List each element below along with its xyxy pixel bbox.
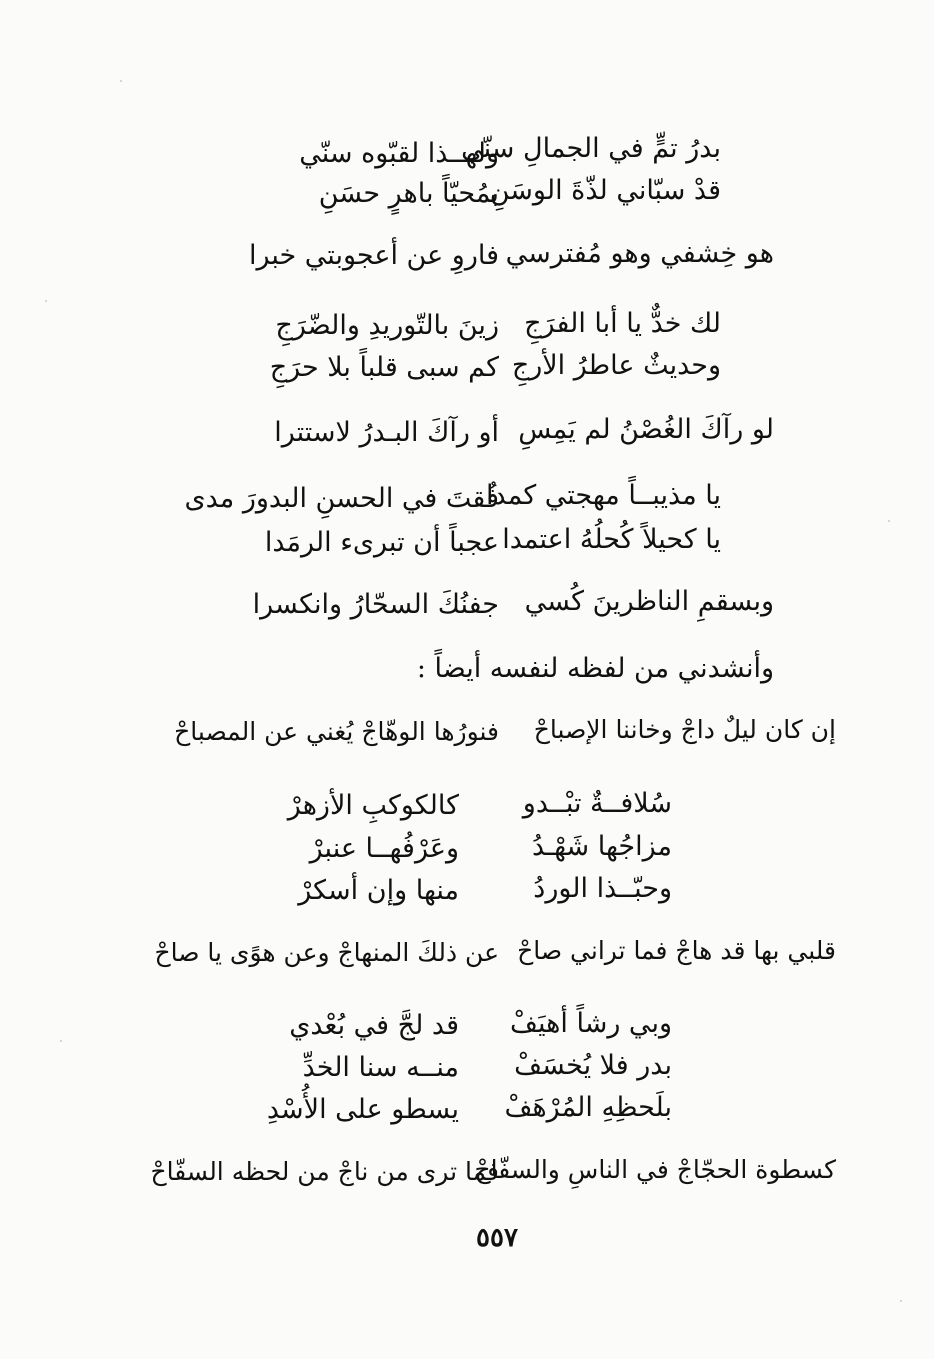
- verse-hemistich-right: قدْ سبّاني لذّةَ الوسَنِ: [489, 175, 721, 206]
- verse-hemistich-right: بدرُ تمٍّ في الجمالِ سنّي: [461, 133, 721, 164]
- verse-hemistich-left: بمُحيّاً باهرٍ حسَنِ: [318, 178, 499, 209]
- verse-hemistich-left: فاروِ عن أعجوبتي خبرا: [248, 240, 499, 271]
- scan-speck: [120, 80, 122, 82]
- verse-hemistich-right: وبي رشاً أهيَفْ: [510, 1008, 672, 1039]
- verse-hemistich-left: ولهــذا لقبّوه سنّي: [299, 138, 499, 169]
- verse-hemistich-left: أو رآكَ البـدرُ لاستترا: [274, 417, 499, 448]
- verse-hemistich-right: سُلافــةٌ تبْــدو: [522, 788, 672, 819]
- verse-hemistich-left: عجباً أن تبرىء الرمَدا: [264, 527, 499, 558]
- verse-hemistich-left: وعَرْفُهــا عنبرْ: [309, 833, 459, 864]
- verse-hemistich-left: فما ترى من ناجْ من لحظه السفّاحْ: [150, 1157, 499, 1186]
- verse-hemistich-right: بلَحظِهِ المُرْهَفْ: [504, 1092, 672, 1123]
- verse-hemistich-left: فُقتَ في الحسنِ البدورَ مدى: [184, 483, 499, 514]
- verse-hemistich-right: يا كحيلاً كُحلُهُ اعتمدا: [502, 524, 721, 555]
- verse-hemistich-right: لو رآكَ الغُصْنُ لم يَمِسِ: [518, 414, 774, 445]
- scan-speck: [888, 520, 890, 522]
- verse-hemistich-right: يا مذيبــاً مهجتي كمدا: [486, 480, 721, 511]
- verse-hemistich-right: هو خِشفي وهو مُفترسي: [505, 238, 774, 269]
- verse-hemistich-left: قد لجَّ في بُعْدي: [289, 1010, 459, 1041]
- verse-hemistich-left: زينَ بالتّوريدِ والضّرَجِ: [275, 310, 499, 341]
- verse-hemistich-left: كالكوكبِ الأزهرْ: [287, 790, 459, 821]
- verse-hemistich-right: وبسقمِ الناظرينَ كُسي: [524, 586, 774, 617]
- page-number: ٥٥٧: [476, 1223, 518, 1253]
- verse-hemistich-right: إن كان ليلٌ داجْ وخاننا الإصباحْ: [533, 715, 836, 744]
- verse-hemistich-left: فنورُها الوهّاجْ يُغني عن المصباحْ: [174, 717, 499, 746]
- verse-hemistich-left: منــه سنا الخدِّ: [302, 1052, 459, 1083]
- verse-hemistich-right: لك خدٌّ يا أبا الفرَجِ: [524, 308, 721, 339]
- verse-hemistich-left: منها وإن أسكرْ: [298, 875, 459, 906]
- verse-hemistich-right: وحديثٌ عاطرُ الأرجِ: [511, 350, 721, 381]
- verse-hemistich-right: مزاجُها شَهْـدُ: [532, 831, 672, 862]
- verse-hemistich-left: كم سبى قلباً بلا حرَجِ: [269, 352, 499, 383]
- scan-speck: [45, 300, 47, 302]
- verse-hemistich-right: وحبّــذا الوردُ: [533, 873, 672, 904]
- verse-hemistich-left: يسطو على الأُسْدِ: [266, 1094, 459, 1125]
- verse-hemistich-left: جفنُكَ السحّارُ وانكسرا: [252, 589, 499, 620]
- scan-speck: [60, 1040, 62, 1042]
- verse-hemistich-right: بدر فلا يُخسَفْ: [514, 1050, 672, 1081]
- prose-intro: وأنشدني من لفظه لنفسه أيضاً :: [416, 653, 774, 684]
- verse-hemistich-right: قلبي بها قد هاجْ فما تراني صاحْ: [517, 936, 836, 965]
- scan-speck: [900, 1300, 902, 1302]
- verse-hemistich-right: كسطوة الحجّاجْ في الناسِ والسفّاحْ: [474, 1155, 836, 1184]
- verse-hemistich-left: عن ذلكَ المنهاجْ وعن هوًى يا صاحْ: [154, 938, 499, 967]
